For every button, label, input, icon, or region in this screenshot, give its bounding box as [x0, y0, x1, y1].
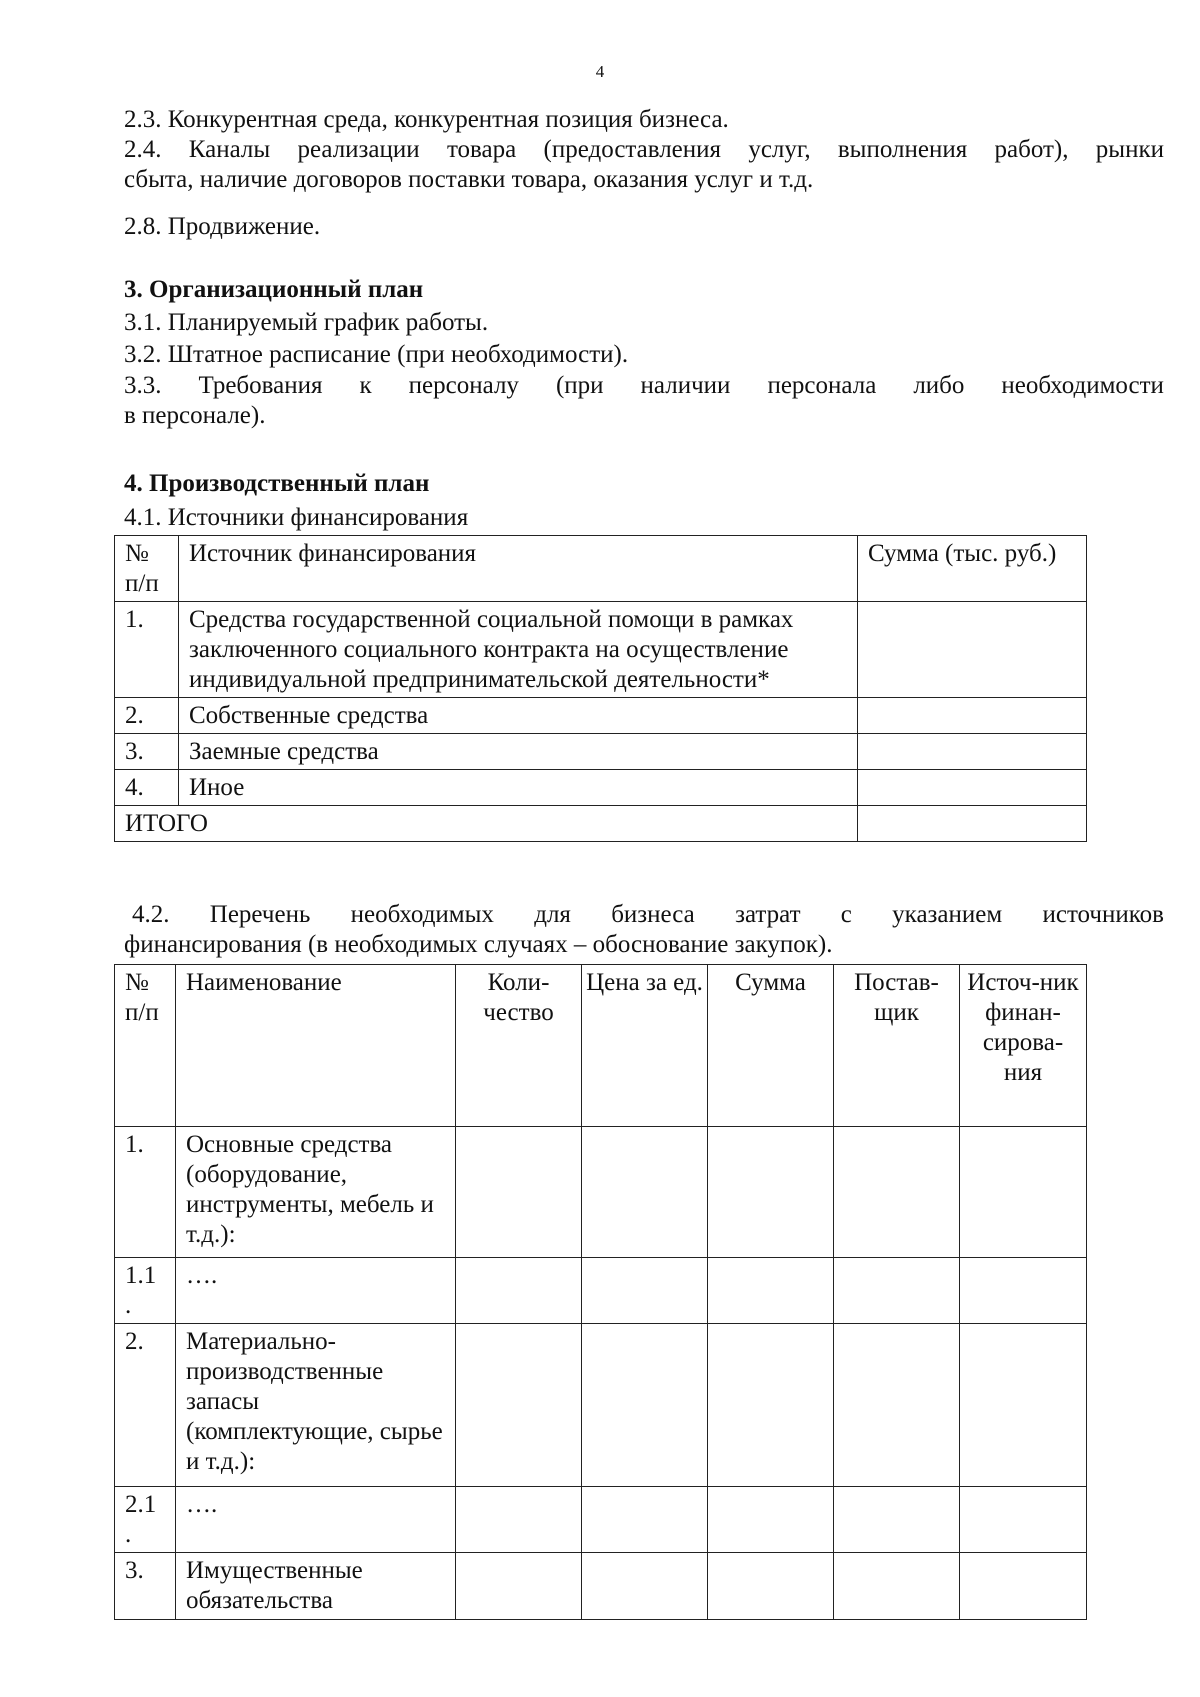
row-sum-cell: [708, 1553, 834, 1620]
page-number: 4: [595, 62, 605, 81]
paragraph-3-1: 3.1. Планируемый график работы.: [124, 309, 489, 336]
row-source-cell: [960, 1553, 1087, 1620]
heading-section-3: 3. Организационный план: [124, 276, 424, 303]
row-source: Заемные средства: [179, 734, 858, 770]
row-sum-cell: [858, 770, 1087, 806]
row-source: Средства государственной социальной помощи в рамках заключенного социального контракта на осуществление индивидуальной предпринимательской деятельности*: [179, 602, 858, 698]
row-num: 4.: [115, 770, 179, 806]
paragraph-2-3: 2.3. Конкурентная среда, конкурентная позиция бизнеса.: [124, 106, 729, 133]
paragraph-3-3-line1: 3.3. Требования к персоналу (при наличии персонала либо необходимости: [124, 372, 1164, 399]
row-num: 1.: [115, 1127, 176, 1258]
table-row: [115, 1487, 1087, 1553]
paragraph-4-2: [124, 900, 1164, 960]
row-sum-cell: [858, 698, 1087, 734]
row-num: 3.: [115, 1553, 176, 1620]
row-num: 2.: [115, 1324, 176, 1487]
table-row: [115, 770, 1087, 806]
paragraph-3-3: [124, 371, 1164, 431]
paragraph-2-8: 2.8. Продвижение.: [124, 213, 321, 240]
row-price-cell: [582, 1258, 708, 1324]
paragraph-2-4-line1: 2.4. Каналы реализации товара (предоставления услуг, выполнения работ), рынки: [124, 136, 1164, 163]
table-row: [115, 602, 1087, 698]
row-price-cell: [582, 1324, 708, 1487]
row-name: Материально-производственные запасы (комплектующие, сырье и т.д.):: [176, 1324, 456, 1487]
row-quantity-cell: [456, 1553, 582, 1620]
row-quantity-cell: [456, 1127, 582, 1258]
paragraph-2-4: [124, 135, 1164, 195]
financing-sources-table: [114, 535, 1087, 842]
row-supplier-cell: [834, 1553, 960, 1620]
row-source-cell: [960, 1258, 1087, 1324]
header-price: Цена за ед.: [582, 965, 708, 1127]
paragraph-4-2-line2: финансирования (в необходимых случаях – обоснование закупок).: [124, 931, 833, 958]
row-name: Имущественные обязательства: [176, 1553, 456, 1620]
row-supplier-cell: [834, 1324, 960, 1487]
header-funding-source: Источ-ник финан-сирова-ния: [960, 965, 1087, 1127]
row-num: 3.: [115, 734, 179, 770]
header-sum: Сумма (тыс. руб.): [858, 536, 1087, 602]
row-source: Собственные средства: [179, 698, 858, 734]
row-sum-cell: [858, 734, 1087, 770]
row-price-cell: [582, 1553, 708, 1620]
paragraph-4-2-line1: 4.2. Перечень необходимых для бизнеса затрат с указанием источников: [132, 901, 1164, 928]
row-source-cell: [960, 1487, 1087, 1553]
table-row: [115, 734, 1087, 770]
row-price-cell: [582, 1487, 708, 1553]
row-sum-cell: [708, 1487, 834, 1553]
row-supplier-cell: [834, 1258, 960, 1324]
header-supplier: Постав-щик: [834, 965, 960, 1127]
row-num: 2.: [115, 698, 179, 734]
row-sum-cell: [708, 1127, 834, 1258]
expenses-table: [114, 964, 1087, 1620]
header-source: Источник финансирования: [179, 536, 858, 602]
row-source-cell: [960, 1127, 1087, 1258]
row-sum-cell: [708, 1324, 834, 1487]
header-quantity: Коли-чество: [456, 965, 582, 1127]
total-row: [115, 806, 1087, 842]
table-header-row: [115, 536, 1087, 602]
row-num: 1.: [115, 602, 179, 698]
row-source: Иное: [179, 770, 858, 806]
header-num: № п/п: [115, 965, 176, 1127]
table-row: [115, 1258, 1087, 1324]
row-num: 1.1 .: [115, 1258, 176, 1324]
table-row: [115, 1324, 1087, 1487]
row-name: Основные средства (оборудование, инструменты, мебель и т.д.):: [176, 1127, 456, 1258]
paragraph-3-3-line2: в персонале).: [124, 402, 266, 429]
table-row: [115, 1127, 1087, 1258]
row-quantity-cell: [456, 1324, 582, 1487]
table-row: [115, 698, 1087, 734]
total-sum-cell: [858, 806, 1087, 842]
row-num: 2.1 .: [115, 1487, 176, 1553]
row-supplier-cell: [834, 1487, 960, 1553]
table-header-row: [115, 965, 1087, 1127]
row-quantity-cell: [456, 1487, 582, 1553]
header-num: № п/п: [115, 536, 179, 602]
row-price-cell: [582, 1127, 708, 1258]
row-quantity-cell: [456, 1258, 582, 1324]
heading-section-4: 4. Производственный план: [124, 470, 430, 497]
row-name: ….: [176, 1487, 456, 1553]
total-label: ИТОГО: [115, 806, 858, 842]
row-supplier-cell: [834, 1127, 960, 1258]
paragraph-2-4-line2: сбыта, наличие договоров поставки товара, оказания услуг и т.д.: [124, 166, 814, 193]
row-name: ….: [176, 1258, 456, 1324]
row-sum-cell: [708, 1258, 834, 1324]
paragraph-4-1: 4.1. Источники финансирования: [124, 504, 469, 531]
header-name: Наименование: [176, 965, 456, 1127]
header-sum: Сумма: [708, 965, 834, 1127]
table-row: [115, 1553, 1087, 1620]
paragraph-3-2: 3.2. Штатное расписание (при необходимости).: [124, 341, 629, 368]
row-sum-cell: [858, 602, 1087, 698]
row-source-cell: [960, 1324, 1087, 1487]
